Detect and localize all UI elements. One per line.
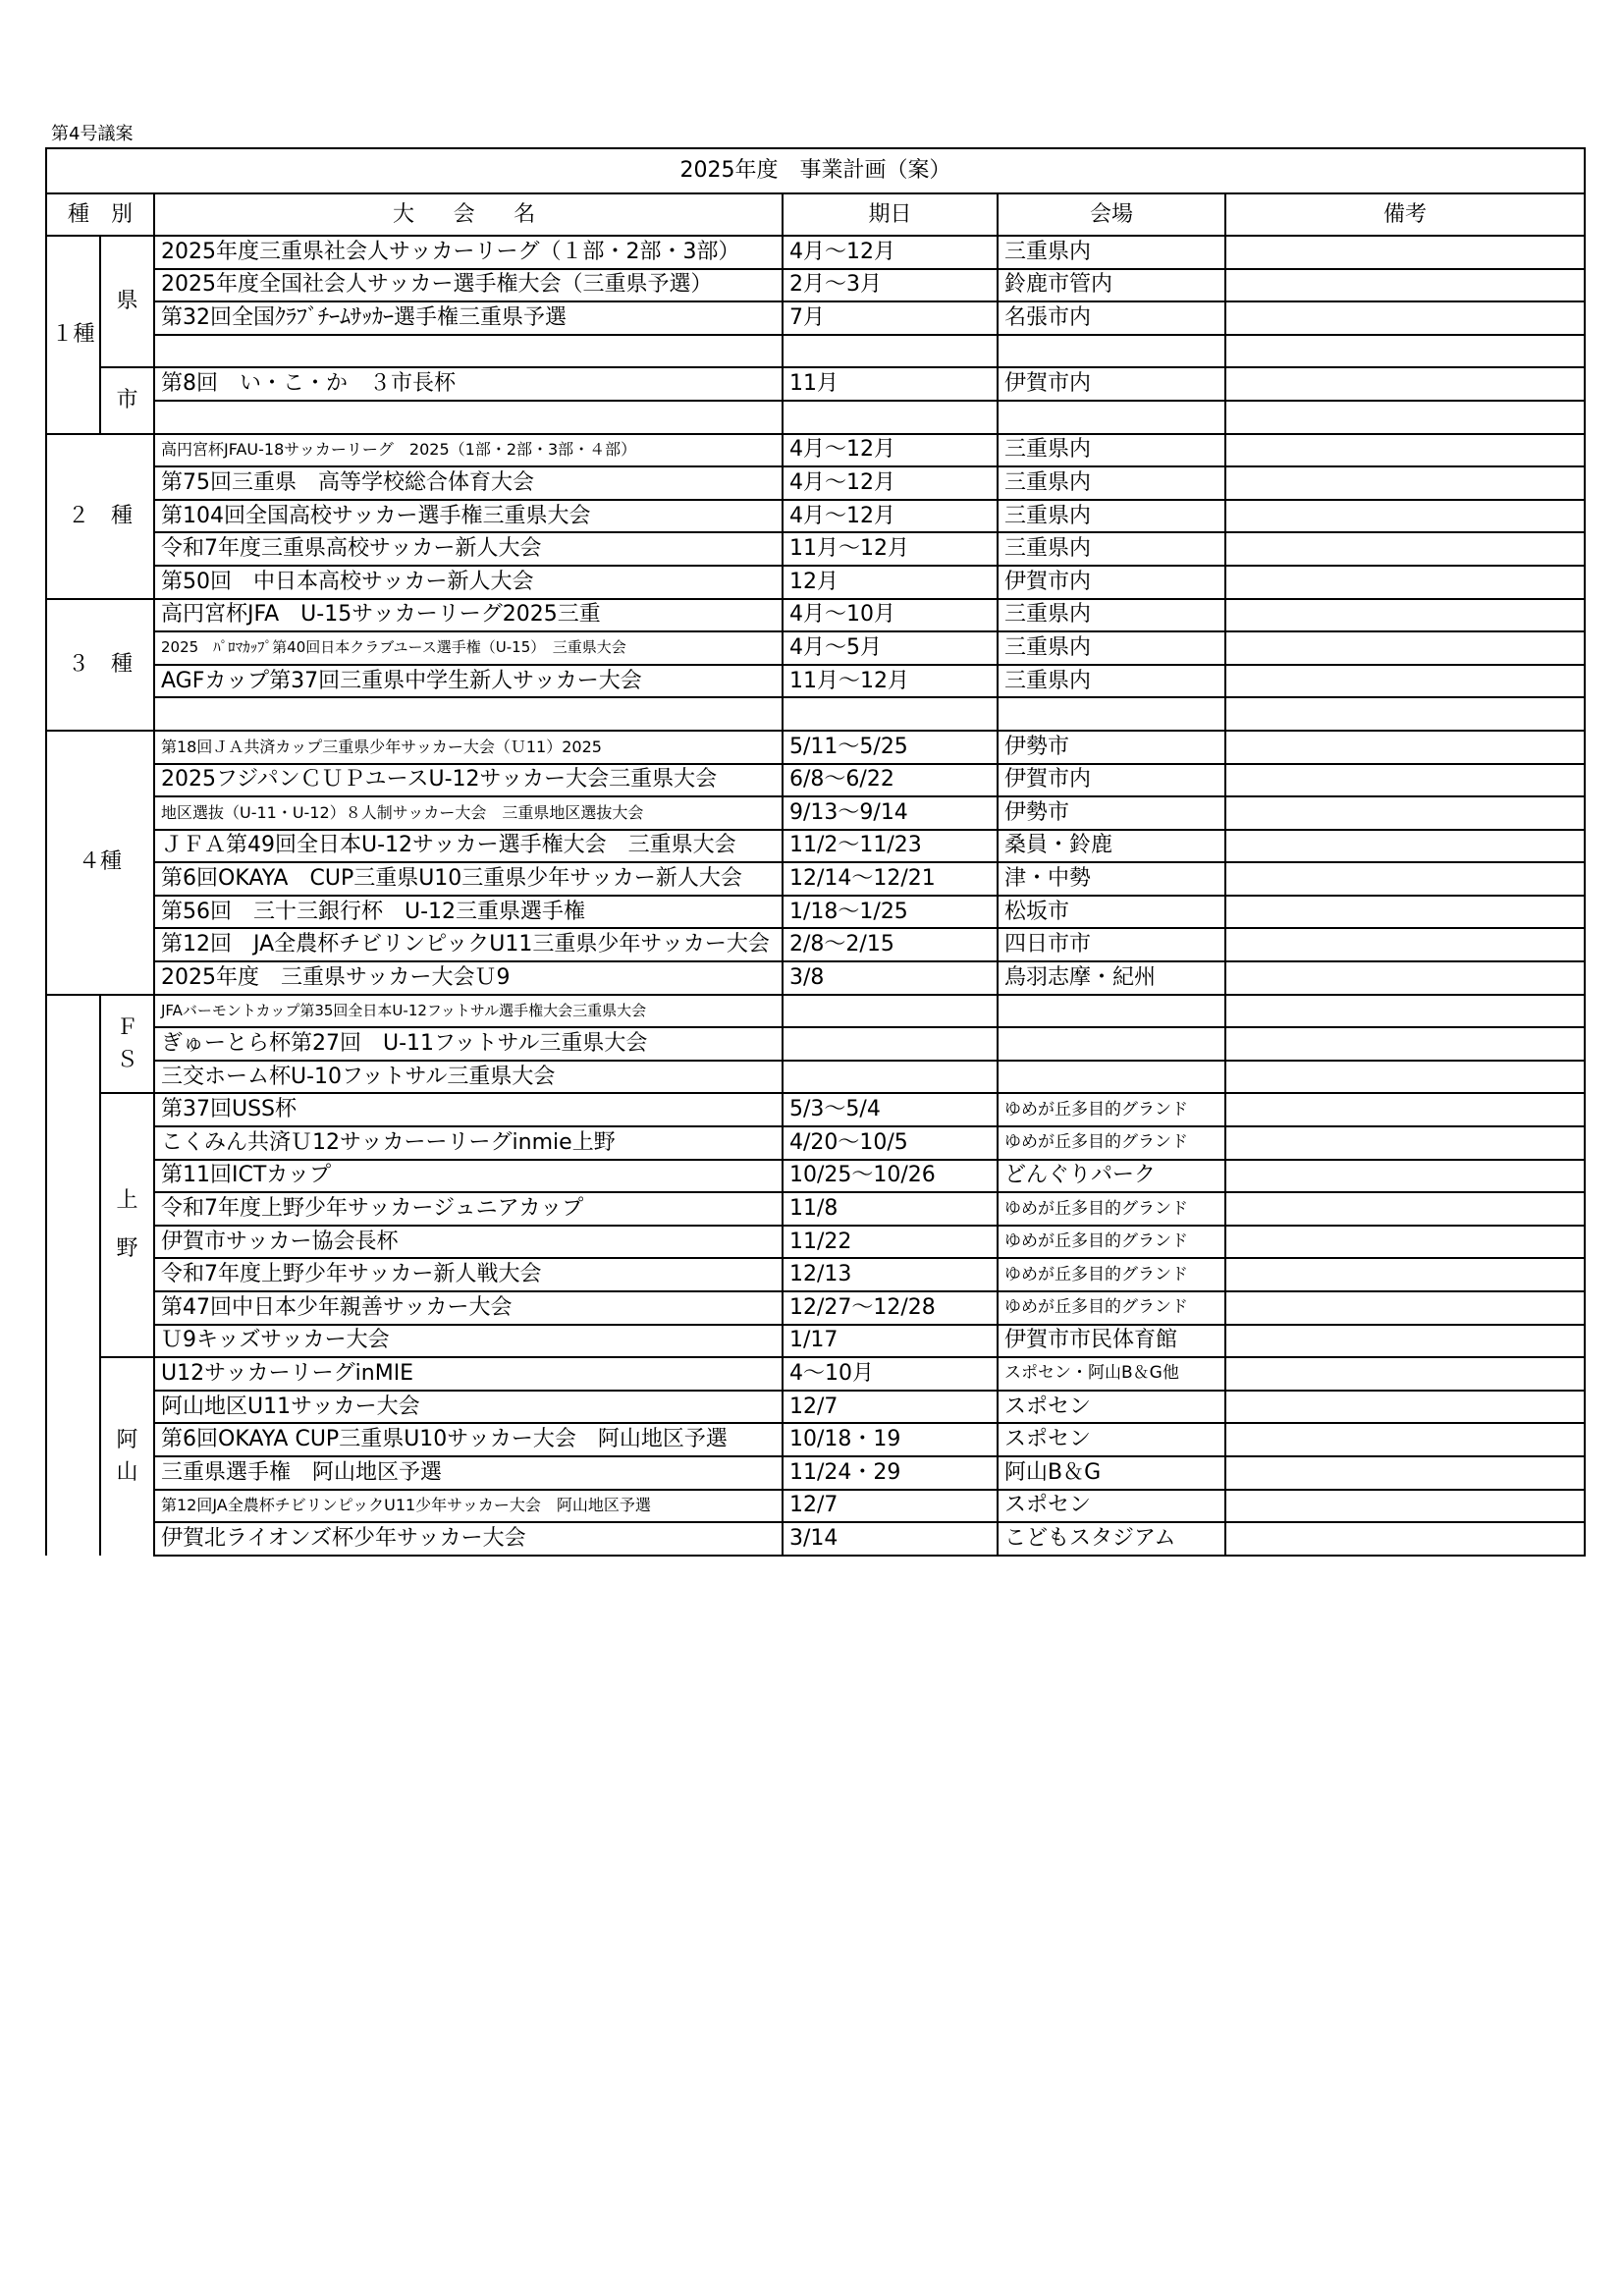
event-date [783,401,998,434]
event-note [1225,631,1585,665]
event-note [1225,1357,1585,1391]
event-venue: 三重県内 [998,466,1225,500]
event-note [1225,830,1585,863]
table-row [46,961,1585,995]
table-title: 2025年度 事業計画（案） [46,148,1585,193]
event-note [1225,1027,1585,1061]
event-venue: 三重県内 [998,236,1225,269]
event-venue: スポセン [998,1391,1225,1424]
event-venue [998,1061,1225,1094]
event-name: ぎゅーとら杯第27回 U-11フットサル三重県大会 [154,1027,783,1061]
document-number: 第4号議案 [51,124,134,144]
table-row [46,830,1585,863]
event-name: 令和7年度上野少年サッカー新人戦大会 [154,1258,783,1291]
event-venue: 鈴鹿市管内 [998,269,1225,302]
event-date: 11月 [783,367,998,401]
event-name [154,401,783,434]
event-name: 伊賀北ライオンズ杯少年サッカー大会 [154,1522,783,1556]
event-date: 1/18～1/25 [783,896,998,929]
table-row [46,1490,1585,1523]
event-venue: スポセン [998,1490,1225,1523]
event-date: 4月～12月 [783,466,998,500]
event-name: 第6回OKAYA CUP三重県U10サッカー大会 阿山地区予選 [154,1423,783,1456]
event-date: 4月～12月 [783,500,998,533]
event-note [1225,401,1585,434]
event-venue [998,1027,1225,1061]
event-date: 12/7 [783,1391,998,1424]
event-note [1225,961,1585,995]
event-venue: ゆめが丘多目的グランド [998,1258,1225,1291]
table-row [46,1126,1585,1160]
event-name: 第56回 三十三銀行杯 U-12三重県選手権 [154,896,783,929]
event-note [1225,466,1585,500]
table-row [46,1391,1585,1424]
event-date: 4月～12月 [783,236,998,269]
event-note [1225,731,1585,764]
event-note [1225,995,1585,1028]
event-date: 7月 [783,301,998,335]
event-date: 10/18・19 [783,1423,998,1456]
event-name: 2025 ﾊﾟﾛﾏｶｯﾌﾟ第40回日本クラブユース選手権（U-15） 三重県大会 [154,631,783,665]
event-note [1225,1226,1585,1259]
table-row [46,466,1585,500]
table-row [46,631,1585,665]
group-ueno [100,1093,154,1357]
event-name: 三重県選手権 阿山地区予選 [154,1456,783,1490]
event-venue: スポセン [998,1423,1225,1456]
event-date: 11/2～11/23 [783,830,998,863]
event-note [1225,764,1585,797]
group-1shu-shi: 市 [100,367,154,433]
event-name: 第6回OKAYA CUP三重県U10三重県少年サッカー新人大会 [154,862,783,896]
table-row [46,764,1585,797]
group-ayama-label: 阿 山 [116,1428,138,1486]
event-note [1225,599,1585,632]
table-row [46,532,1585,566]
event-note [1225,1325,1585,1358]
event-date [783,995,998,1028]
event-venue: 伊勢市 [998,731,1225,764]
table-row [46,1027,1585,1061]
table-row [46,1258,1585,1291]
event-note [1225,335,1585,368]
event-date: 2/8～2/15 [783,928,998,961]
group-4shu: ４種 [46,731,154,995]
event-date: 5/11～5/25 [783,731,998,764]
event-name: 第104回全国高校サッカー選手権三重県大会 [154,500,783,533]
table-row [46,401,1585,434]
event-date: 6/8～6/22 [783,764,998,797]
event-name: Ｕ9キッズサッカー大会 [154,1325,783,1358]
table-row [46,665,1585,698]
event-venue: 伊賀市市民体育館 [998,1325,1225,1358]
table-row [46,1423,1585,1456]
event-name: こくみん共済Ｕ12サッカーーリーグinmie上野 [154,1126,783,1160]
table-row [46,269,1585,302]
event-date: 10/25～10/26 [783,1160,998,1193]
event-venue: 四日市市 [998,928,1225,961]
event-note [1225,367,1585,401]
event-name: 2025フジパンＣＵＰユースU-12サッカー大会三重県大会 [154,764,783,797]
group-3shu: ３ 種 [46,599,154,731]
event-venue: 三重県内 [998,532,1225,566]
table-row [46,335,1585,368]
table-row [46,862,1585,896]
event-venue: 桑員・鈴鹿 [998,830,1225,863]
event-name: 第47回中日本少年親善サッカー大会 [154,1291,783,1325]
event-venue: 松坂市 [998,896,1225,929]
header-name: 大 会 名 [154,193,783,236]
event-note [1225,566,1585,599]
event-name: 高円宮杯JFA U-15サッカーリーグ2025三重 [154,599,783,632]
event-name: 第37回USS杯 [154,1093,783,1126]
group-ayama [100,1357,154,1556]
event-date: 4月～12月 [783,434,998,467]
event-date: 3/14 [783,1522,998,1556]
event-date: 12/13 [783,1258,998,1291]
event-date: 11/8 [783,1192,998,1226]
event-date: 11月～12月 [783,665,998,698]
table-row [46,236,1585,269]
table-row [46,995,1585,1028]
event-date [783,335,998,368]
event-note [1225,1160,1585,1193]
event-date: 4月～10月 [783,599,998,632]
event-name: 第18回ＪＡ共済カップ三重県少年サッカー大会（Ｕ11）2025 [154,731,783,764]
header-venue: 会場 [998,193,1225,236]
event-date: 11/24・29 [783,1456,998,1490]
event-venue: 伊賀市内 [998,367,1225,401]
event-date: 12月 [783,566,998,599]
event-note [1225,1423,1585,1456]
event-venue: 三重県内 [998,599,1225,632]
event-name [154,335,783,368]
event-name: 第8回 い・こ・か ３市長杯 [154,367,783,401]
event-name: 地区選抜（U-11・U-12）８人制サッカー大会 三重県地区選抜大会 [154,796,783,830]
event-venue: 伊勢市 [998,796,1225,830]
group-1shu-ken: 県 [100,236,154,367]
header-category: 種 別 [46,193,154,236]
event-note [1225,532,1585,566]
group-ueno-label: 上 野 [116,1188,138,1261]
event-date: 12/14～12/21 [783,862,998,896]
event-name: 三交ホーム杯U-10フットサル三重県大会 [154,1061,783,1094]
event-name: 第32回全国ｸﾗﾌﾞﾁｰﾑｻｯｶｰ選手権三重県予選 [154,301,783,335]
event-name: AGFカップ第37回三重県中学生新人サッカー大会 [154,665,783,698]
business-plan-table [45,147,1586,1557]
table-row [46,796,1585,830]
event-note [1225,665,1585,698]
header-notes: 備考 [1225,193,1585,236]
event-note [1225,1456,1585,1490]
group-2shu: ２ 種 [46,434,154,599]
event-name: 2025年度 三重県サッカー大会Ｕ9 [154,961,783,995]
event-date: 12/7 [783,1490,998,1523]
event-name: U12サッカーリーグinMIE [154,1357,783,1391]
event-name: 高円宮杯JFAU-18サッカーリーグ 2025（1部・2部・3部・４部） [154,434,783,467]
event-name: 伊賀市サッカー協会長杯 [154,1226,783,1259]
event-venue: ゆめが丘多目的グランド [998,1291,1225,1325]
event-venue: 伊賀市内 [998,764,1225,797]
event-note [1225,1391,1585,1424]
event-venue [998,335,1225,368]
event-note [1225,1192,1585,1226]
event-note [1225,1522,1585,1556]
header-date: 期日 [783,193,998,236]
event-note [1225,1291,1585,1325]
event-name: 令和7年度三重県高校サッカー新人大会 [154,532,783,566]
event-date: 4月～5月 [783,631,998,665]
event-note [1225,301,1585,335]
event-venue: 三重県内 [998,665,1225,698]
event-name: 阿山地区U11サッカー大会 [154,1391,783,1424]
event-name: 2025年度三重県社会人サッカーリーグ（１部・2部・3部） [154,236,783,269]
table-row [46,1160,1585,1193]
event-note [1225,434,1585,467]
table-row [46,731,1585,764]
event-date: 1/17 [783,1325,998,1358]
event-name: 第12回 JA全農杯チビリンピックU11三重県少年サッカー大会 [154,928,783,961]
event-date [783,1061,998,1094]
event-name: JFAバーモントカップ第35回全日本U-12フットサル選手権大会三重県大会 [154,995,783,1028]
event-date: 11/22 [783,1226,998,1259]
event-note [1225,1126,1585,1160]
table-row [46,1456,1585,1490]
event-venue: 三重県内 [998,631,1225,665]
event-note [1225,1258,1585,1291]
event-name: 2025年度全国社会人サッカー選手権大会（三重県予選） [154,269,783,302]
event-date: 5/3～5/4 [783,1093,998,1126]
table-row [46,1325,1585,1358]
event-note [1225,862,1585,896]
event-venue: ゆめが丘多目的グランド [998,1192,1225,1226]
event-venue: どんぐりパーク [998,1160,1225,1193]
group-fs [100,995,154,1094]
event-name: ＪＦＡ第49回全日本U-12サッカー選手権大会 三重県大会 [154,830,783,863]
table-row [46,896,1585,929]
event-venue: 阿山B＆G [998,1456,1225,1490]
event-venue: 伊賀市内 [998,566,1225,599]
table-row [46,1061,1585,1094]
table-row [46,599,1585,632]
group-fs-label: Ｆ Ｓ [116,1015,138,1073]
event-date: 3/8 [783,961,998,995]
group-4shu-spacer [46,995,100,1556]
event-venue: 津・中勢 [998,862,1225,896]
table-row [46,301,1585,335]
event-venue: スポセン・阿山B＆G他 [998,1357,1225,1391]
event-note [1225,928,1585,961]
table-row [46,500,1585,533]
event-name [154,697,783,731]
event-venue [998,401,1225,434]
event-name: 第50回 中日本高校サッカー新人大会 [154,566,783,599]
event-note [1225,697,1585,731]
event-name: 第12回JA全農杯チビリンピックU11少年サッカー大会 阿山地区予選 [154,1490,783,1523]
event-venue [998,697,1225,731]
event-note [1225,1061,1585,1094]
event-venue: 三重県内 [998,434,1225,467]
table-row [46,1093,1585,1126]
event-venue: ゆめが丘多目的グランド [998,1093,1225,1126]
event-venue: 三重県内 [998,500,1225,533]
event-venue: ゆめが丘多目的グランド [998,1126,1225,1160]
event-note [1225,1093,1585,1126]
event-note [1225,236,1585,269]
table-row [46,1522,1585,1556]
event-venue: こどもスタジアム [998,1522,1225,1556]
table-row [46,434,1585,467]
event-date: 11月～12月 [783,532,998,566]
table-row [46,697,1585,731]
table-row [46,367,1585,401]
table-row [46,1357,1585,1391]
event-note [1225,896,1585,929]
event-name: 第11回ICTカップ [154,1160,783,1193]
event-date: 4～10月 [783,1357,998,1391]
event-date: 2月～3月 [783,269,998,302]
event-date [783,1027,998,1061]
event-name: 令和7年度上野少年サッカージュニアカップ [154,1192,783,1226]
event-venue: 鳥羽志摩・紀州 [998,961,1225,995]
event-name: 第75回三重県 高等学校総合体育大会 [154,466,783,500]
table-row [46,1291,1585,1325]
event-note [1225,796,1585,830]
table-row [46,928,1585,961]
event-note [1225,1490,1585,1523]
event-venue: 名張市内 [998,301,1225,335]
event-date: 9/13～9/14 [783,796,998,830]
event-venue [998,995,1225,1028]
event-note [1225,269,1585,302]
event-date: 12/27～12/28 [783,1291,998,1325]
event-date: 4/20～10/5 [783,1126,998,1160]
table-row [46,566,1585,599]
group-1shu: １種 [46,236,100,434]
table-row [46,1192,1585,1226]
event-venue: ゆめが丘多目的グランド [998,1226,1225,1259]
event-date [783,697,998,731]
event-note [1225,500,1585,533]
table-row [46,1226,1585,1259]
